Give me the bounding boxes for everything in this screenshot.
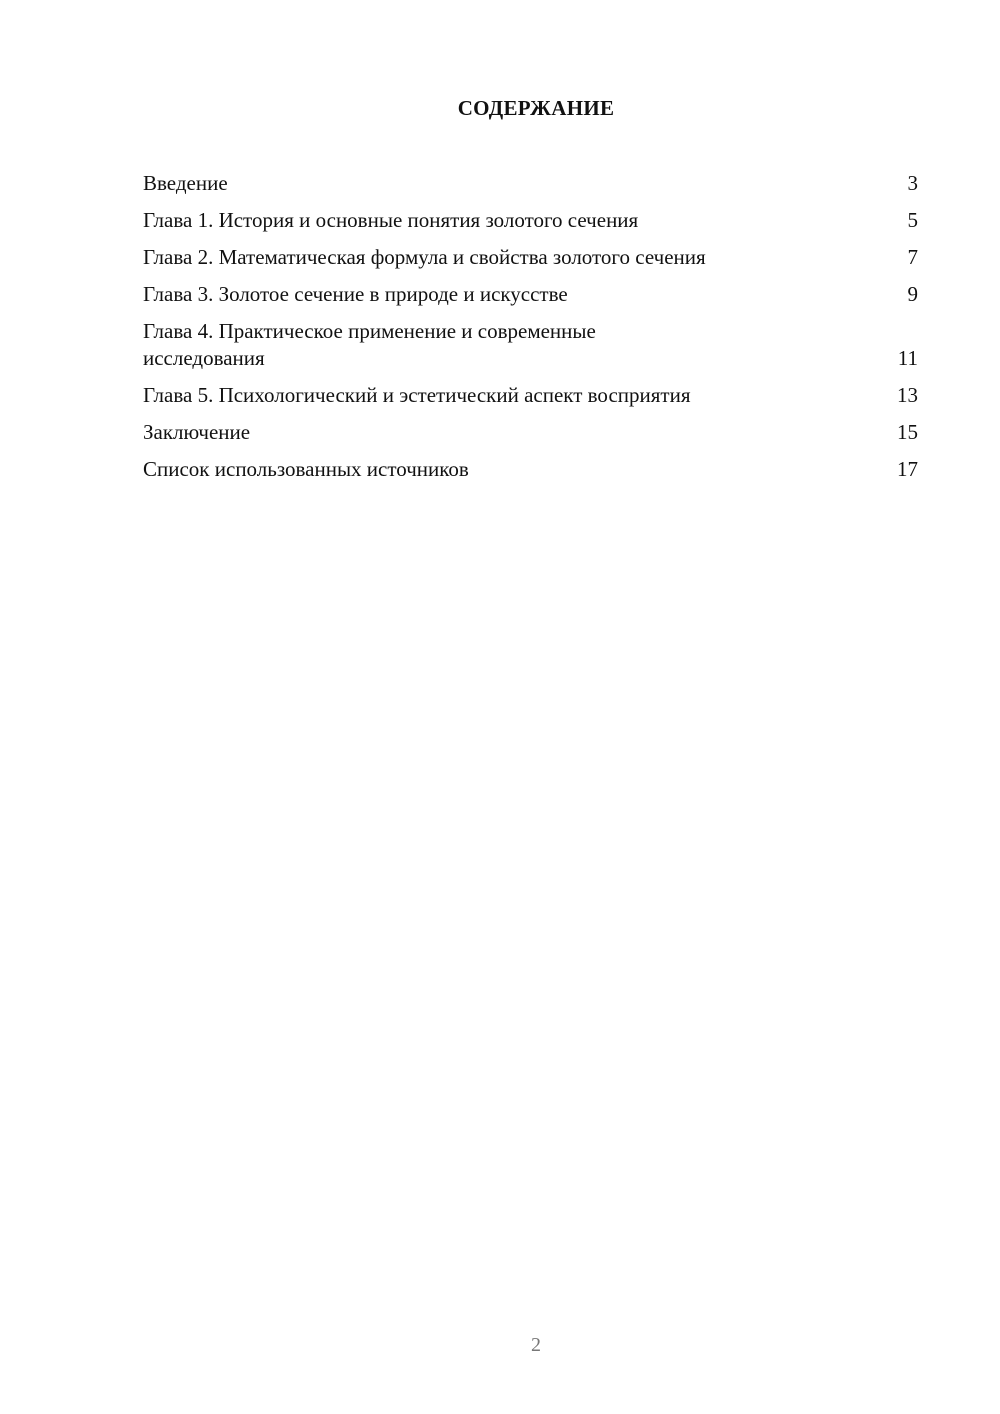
page-number: 2 <box>531 1334 541 1356</box>
toc-entry-text: Глава 2. Математическая формула и свойства золотого сечения <box>143 245 706 269</box>
toc-entry-text: Введение <box>143 171 228 195</box>
toc-entry-text: Глава 1. История и основные понятия золотого сечения <box>143 208 639 232</box>
toc-entry-page: 17 <box>897 457 918 481</box>
toc-entry-page: 9 <box>907 282 918 306</box>
toc-entry-text: Список использованных источников <box>143 457 469 481</box>
toc-entry-page: 7 <box>907 245 918 269</box>
toc-entry-text: Глава 3. Золотое сечение в природе и искусстве <box>143 282 568 306</box>
toc-entry-chapter-1[interactable] <box>143 207 918 234</box>
toc-entry-references[interactable] <box>143 456 918 483</box>
toc-entry-chapter-5[interactable] <box>143 382 918 409</box>
toc-entry-page: 11 <box>897 346 918 370</box>
toc-entry-conclusion[interactable] <box>143 419 918 446</box>
toc-entry-text: Глава 4. Практическое применение и современные исследования <box>143 319 596 370</box>
toc-entry-page: 5 <box>907 208 918 232</box>
toc-entry-chapter-2[interactable] <box>143 244 918 271</box>
toc-entry-chapter-3[interactable] <box>143 281 918 308</box>
toc-entry-page: 15 <box>897 420 918 444</box>
toc-entry-text: Глава 5. Психологический и эстетический аспект восприятия <box>143 383 691 407</box>
toc-entry-text: Заключение <box>143 420 251 444</box>
toc-entry-chapter-4[interactable] <box>143 318 918 372</box>
toc-entry-introduction[interactable] <box>143 170 918 197</box>
toc-title: СОДЕРЖАНИЕ <box>457 96 615 120</box>
toc-entry-page: 3 <box>907 171 918 195</box>
table-of-contents <box>143 170 918 493</box>
toc-entry-page: 13 <box>897 383 918 407</box>
